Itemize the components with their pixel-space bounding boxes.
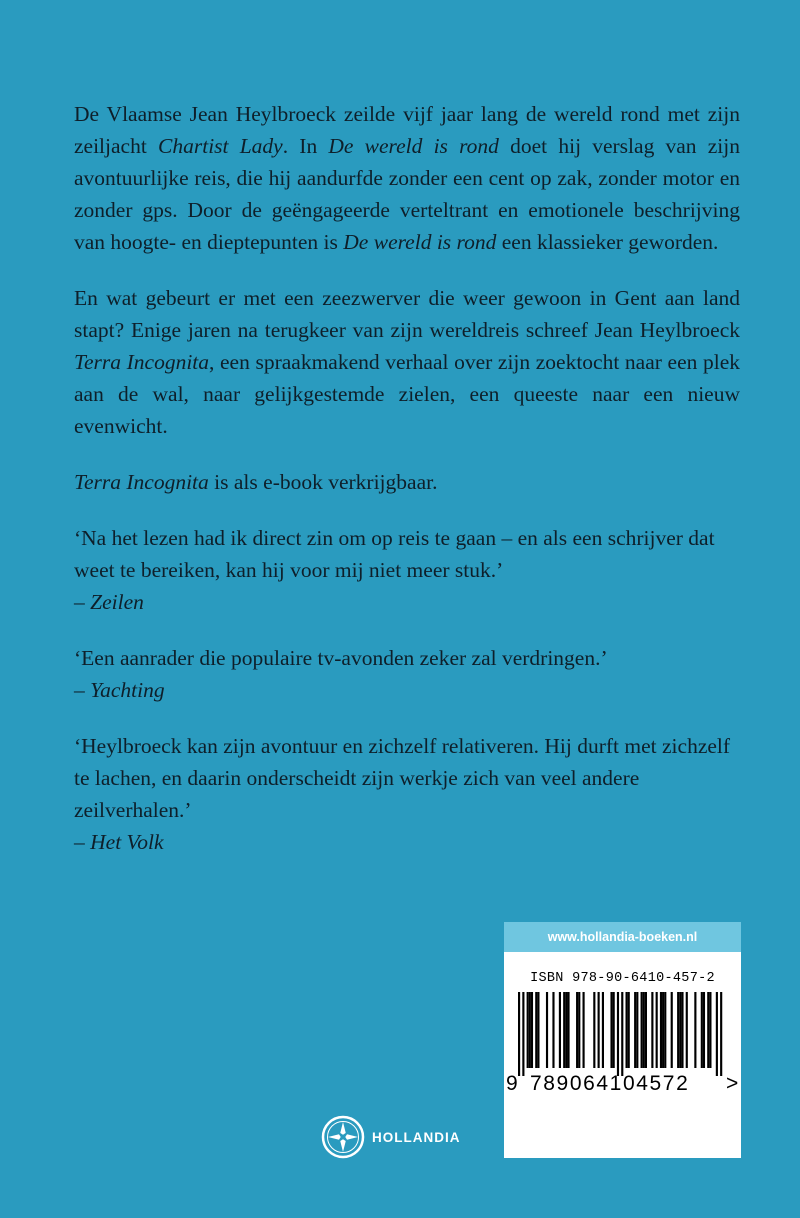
barcode-number: 789064104572 [530,1072,690,1095]
barcode-bar [677,992,679,1068]
paragraph [74,98,740,258]
barcode-bar [617,992,619,1076]
barcode-bar [671,992,673,1068]
barcode-bar [628,992,630,1068]
barcode-bar [522,992,524,1076]
barcode-bar [565,992,567,1068]
quote-source-name: Het Volk [90,830,164,854]
barcode-bar [593,992,595,1068]
quote-dash: – [74,678,91,702]
barcode-bar [626,992,628,1068]
barcode-bar [602,992,604,1068]
barcode-bar [703,992,705,1068]
quote-source [74,586,740,618]
text-segment: En wat gebeurt er met een zeezwerver die weer gewoon in Gent aan land stapt? Enige jaren na terugkeer van zijn wereldreis schreef Jean Heylbroeck [74,286,740,342]
barcode-bar [707,992,709,1068]
barcode-bar [656,992,658,1068]
barcode-bar [527,992,529,1068]
compass-rose-icon [320,1114,366,1160]
barcode-bar [720,992,722,1076]
barcode-first-digit: 9 [506,1072,518,1095]
text-segment: , een spraakmakend verhaal over zijn zoektocht naar een plek aan de wal, naar gelijkgestemde zielen, een queeste naar een nieuw evenwicht. [74,350,740,438]
barcode-bar [681,992,683,1068]
barcode-bar [651,992,653,1068]
back-cover-text [74,98,740,882]
barcode-bar [563,992,565,1068]
title-italic: Chartist Lady [158,134,283,158]
publisher-url[interactable]: www.hollandia-boeken.nl [504,922,741,952]
barcode-bar [686,992,688,1068]
barcode-bar [583,992,585,1068]
text-segment: De Vlaamse Jean Heylbroeck zeilde vijf jaar lang de wereld rond met zijn zeiljacht [74,102,740,158]
barcode-bar [641,992,643,1068]
title-italic: De wereld is rond [328,134,499,158]
barcode-arrow: > [726,1072,739,1095]
quote-source [74,826,740,858]
barcode-bar [613,992,615,1068]
barcode-bar [610,992,612,1068]
barcode-bar [645,992,647,1068]
barcode-bar [643,992,645,1068]
publisher-name: HOLLANDIA [372,1129,461,1145]
barcode-bar [716,992,718,1076]
barcode-bar [664,992,666,1068]
title-italic: De wereld is rond [343,230,497,254]
barcode-bar [535,992,537,1068]
barcode-bar [537,992,539,1068]
quote-source-name: Zeilen [90,590,144,614]
isbn-label: ISBN 978-90-6410-457-2 [530,971,715,986]
barcode-bar [552,992,554,1068]
barcode-bar [531,992,533,1068]
quote-dash: – [74,830,91,854]
barcode-bar [598,992,600,1068]
barcode-bar [701,992,703,1068]
barcode-bar [559,992,561,1068]
barcode-bar [546,992,548,1068]
barcode-bar [694,992,696,1068]
text-segment: doet hij verslag van zijn avontuurlijke reis, die hij aandurfde zonder een cent op zak, zonder motor en zonder gps. Door de geëngageerde verteltrant en emotionele beschrijving van hoogte- en dieptepunten is [74,134,740,254]
barcode-bar [679,992,681,1068]
barcode-bar [636,992,638,1068]
barcode-digits [504,1072,741,1102]
title-italic: Terra Incognita [74,470,209,494]
text-segment: een klassieker geworden. [496,230,719,254]
quote-text: ‘Heylbroeck kan zijn avontuur en zichzelf relativeren. Hij durft met zichzelf te lachen, en daarin onderscheidt zijn werkje zich van veel andere zeilverhalen.’ [74,734,731,822]
publisher-logo [320,1112,461,1162]
quote-text: ‘Na het lezen had ik direct zin om op reis te gaan – en als een schrijver dat weet te bereiken, kan hij voor mij niet meer stuk.’ [74,526,715,582]
barcode-bar [662,992,664,1068]
barcode-bar [634,992,636,1068]
review-quote [74,522,740,618]
barcode-bar [529,992,531,1068]
review-quote [74,642,740,706]
text-segment: is als e-book verkrijgbaar. [208,470,438,494]
text-segment: . In [282,134,329,158]
barcode-bar [578,992,580,1068]
barcode-bar [576,992,578,1068]
quote-dash: – [74,590,91,614]
barcode-panel [504,922,741,1158]
quote-source-name: Yachting [90,678,165,702]
barcode-bar [660,992,662,1068]
barcode-bar [567,992,569,1068]
barcode-bar [621,992,623,1076]
barcode-bar [518,992,520,1076]
description-paragraphs [74,98,740,498]
ean-barcode [518,992,723,1076]
paragraph [74,282,740,442]
quote-text: ‘Een aanrader die populaire tv-avonden zeker zal verdringen.’ [74,646,608,670]
review-quote [74,730,740,858]
quote-source [74,674,740,706]
barcode-bar [709,992,711,1068]
title-italic: Terra Incognita [74,350,210,374]
paragraph [74,466,740,498]
review-quotes [74,522,740,858]
